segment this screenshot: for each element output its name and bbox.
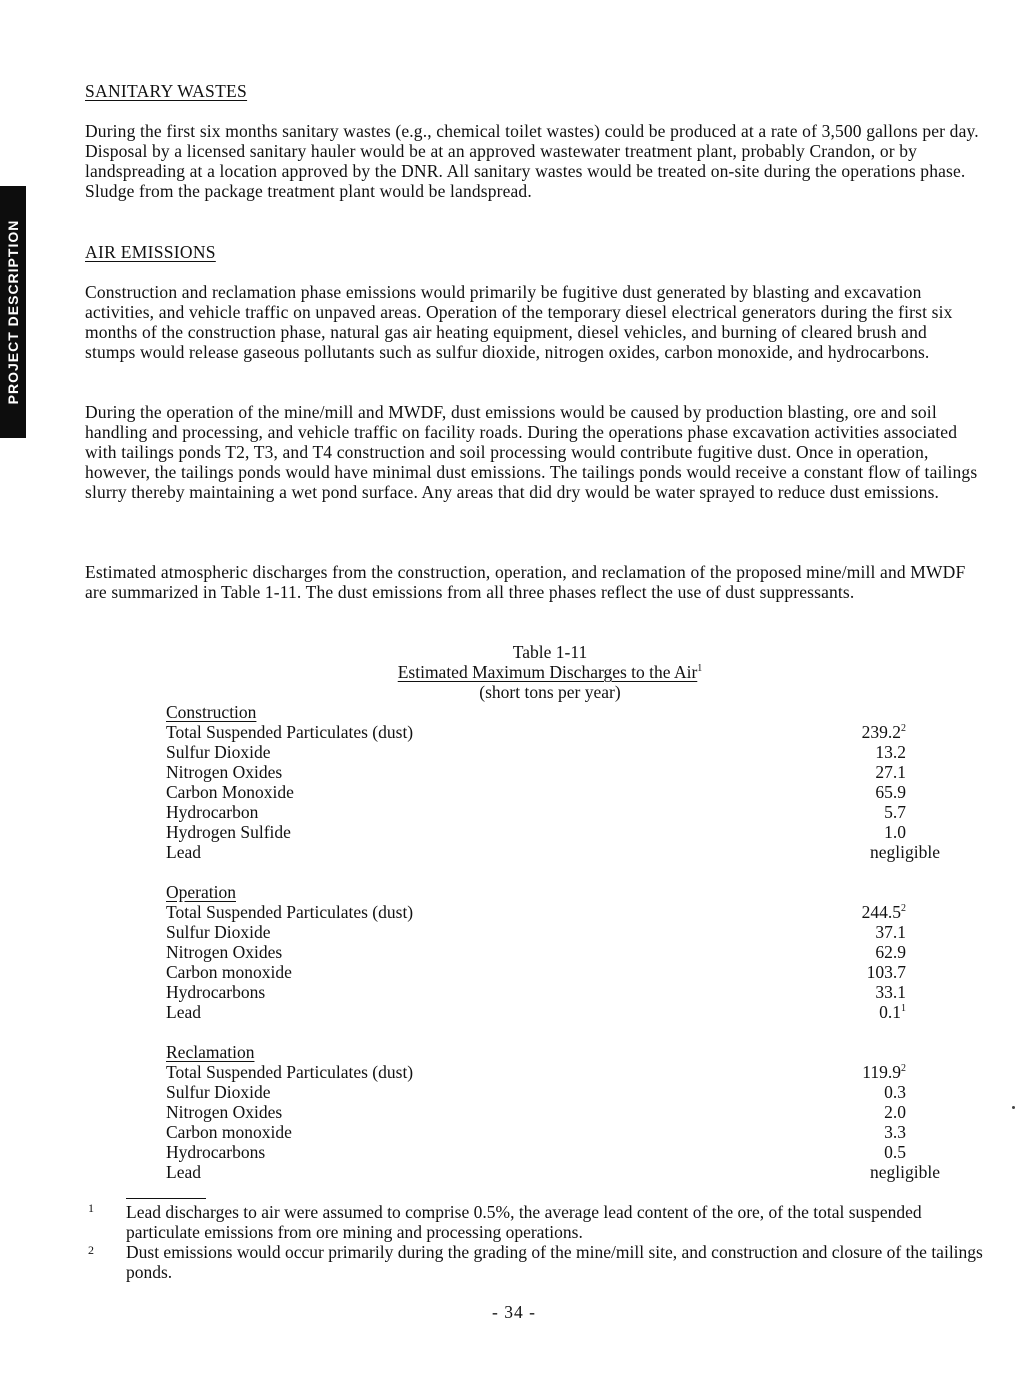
row-value-text: 65.9: [875, 782, 906, 802]
row-label: Hydrocarbons: [166, 1142, 266, 1162]
row-footnote-ref: 1: [901, 1003, 906, 1014]
air-emissions-heading: AIR EMISSIONS: [85, 242, 216, 262]
operation-heading: Operation: [166, 882, 236, 902]
row-value-text: 37.1: [875, 922, 906, 942]
table-caption-footnote-ref: 1: [697, 663, 703, 674]
table-row: [166, 742, 946, 762]
table-row: [166, 1102, 946, 1122]
row-label: Nitrogen Oxides: [166, 942, 283, 962]
row-label: Sulfur Dioxide: [166, 1082, 271, 1102]
row-label: Lead: [166, 842, 201, 862]
footnote-rule: [126, 1198, 206, 1199]
row-label: Sulfur Dioxide: [166, 922, 271, 942]
row-value-text: 62.9: [875, 942, 906, 962]
table-row: [166, 802, 946, 822]
table-row: [166, 942, 946, 962]
table-row: [166, 822, 946, 842]
table-row: [166, 922, 946, 942]
table-number: Table 1-11: [512, 642, 588, 662]
row-label: Total Suspended Particulates (dust): [166, 1062, 414, 1082]
table-row: [166, 1062, 946, 1082]
row-value: [884, 1102, 906, 1122]
row-value: [875, 922, 906, 942]
table-units: (short tons per year): [479, 682, 621, 702]
table-row: [166, 842, 946, 862]
footnote-1-text: Lead discharges to air were assumed to comprise 0.5%, the average lead content of the ore, of the total suspended particulate emissions from ore mining and processing operations.: [126, 1202, 922, 1242]
sanitary-wastes-paragraph: During the first six months sanitary wastes (e.g., chemical toilet wastes) could be produced at a rate of 3,500 gallons per day. Disposal by a licensed sanitary hauler would be at an approved wastewater treatment plant, probably Crandon, or by landspreading at a location approved by the DNR. All sanitary wastes would be treated on-site during the operations phase. Sludge from the package treatment plant would be landspread.: [85, 121, 979, 201]
row-value-text: 0.3: [884, 1082, 906, 1102]
row-value: [875, 742, 906, 762]
row-label: Carbon monoxide: [166, 1122, 292, 1142]
table-row: [166, 782, 946, 802]
air-emissions-paragraph-2: During the operation of the mine/mill and MWDF, dust emissions would be caused by production blasting, ore and soil handling and processing, and vehicle traffic on facility roads. During the operations phase excavation activities associated with tailings ponds T2, T3, and T4 construction and soil processing would contribute fugitive dust. Once in operation, however, the tailings ponds would have minimal dust emissions. The tailings ponds would receive a constant flow of tailings slurry thereby maintaining a wet pond surface. Any areas that did dry would be water sprayed to reduce dust emissions.: [85, 402, 978, 502]
table-row: [166, 1002, 946, 1022]
row-value-text: negligible: [870, 1162, 940, 1182]
row-value-text: 3.3: [884, 1122, 906, 1142]
table-row: [166, 1122, 946, 1142]
page-number: - 34 -: [492, 1302, 536, 1322]
construction-heading: Construction: [166, 702, 257, 722]
row-value: [875, 762, 906, 782]
row-label: Carbon monoxide: [166, 962, 292, 982]
row-value-text: 0.1: [879, 1002, 901, 1022]
row-label: Lead: [166, 1002, 201, 1022]
row-value: [884, 1122, 906, 1142]
footnote-2-mark: 2: [88, 1243, 94, 1257]
table-row: [166, 1162, 946, 1182]
row-value: [870, 842, 940, 862]
row-value-text: 1.0: [884, 822, 906, 842]
row-label: Total Suspended Particulates (dust): [166, 902, 414, 922]
air-emissions-paragraph-3: Estimated atmospheric discharges from the construction, operation, and reclamation of the proposed mine/mill and MWDF are summarized in Table 1-11. The dust emissions from all three phases reflect the use of dust suppressants.: [85, 562, 966, 602]
row-value: [884, 822, 906, 842]
table-row: [166, 962, 946, 982]
row-value-text: negligible: [870, 842, 940, 862]
row-value: [875, 982, 906, 1002]
row-label: Sulfur Dioxide: [166, 742, 271, 762]
table-row: [166, 1142, 946, 1162]
row-label: Total Suspended Particulates (dust): [166, 722, 414, 742]
row-label: Carbon Monoxide: [166, 782, 294, 802]
row-value: [867, 962, 906, 982]
sanitary-wastes-heading: SANITARY WASTES: [85, 81, 248, 101]
row-value: [875, 942, 906, 962]
row-label: Hydrogen Sulfide: [166, 822, 291, 842]
row-value: [879, 1002, 906, 1022]
row-value: [862, 902, 906, 922]
reclamation-heading: Reclamation: [166, 1042, 255, 1062]
row-value: [862, 1062, 906, 1082]
row-value-text: 33.1: [875, 982, 906, 1002]
row-value-text: 239.2: [861, 722, 901, 742]
row-value-text: 0.5: [884, 1142, 906, 1162]
row-value-text: 13.2: [875, 742, 906, 762]
row-value: [875, 782, 906, 802]
row-label: Hydrocarbons: [166, 982, 266, 1002]
row-value: [884, 1142, 906, 1162]
table-row: [166, 982, 946, 1002]
side-tab-label: PROJECT DESCRIPTION: [5, 219, 21, 405]
table-row: [166, 902, 946, 922]
row-value: [884, 802, 906, 822]
table-row: [166, 762, 946, 782]
side-tab: [0, 186, 26, 438]
row-value-text: 5.7: [884, 802, 906, 822]
scan-speck: [1012, 1106, 1015, 1109]
air-emissions-paragraph-1: Construction and reclamation phase emissions would primarily be fugitive dust generated by blasting and excavation activities, and vehicle traffic on unpaved areas. Operation of the temporary diesel electrical generators during the first six months of the construction phase, natural gas air heating equipment, diesel vehicles, and burning of cleared brush and stumps would release gaseous pollutants such as sulfur dioxide, nitrogen oxides, carbon monoxide, and hydrocarbons.: [85, 282, 953, 362]
row-value-text: 27.1: [875, 762, 906, 782]
row-value-text: 103.7: [866, 962, 906, 982]
table-row: [166, 722, 946, 742]
table-caption-text: Estimated Maximum Discharges to the Air: [397, 662, 698, 682]
row-value-text: 119.9: [862, 1062, 901, 1082]
row-label: Nitrogen Oxides: [166, 1102, 283, 1122]
row-footnote-ref: 2: [901, 723, 906, 734]
row-label: Lead: [166, 1162, 201, 1182]
row-footnote-ref: 2: [901, 903, 906, 914]
row-label: Hydrocarbon: [166, 802, 259, 822]
row-value-text: 2.0: [884, 1102, 906, 1122]
table-row: [166, 1082, 946, 1102]
row-footnote-ref: 2: [901, 1063, 906, 1074]
table-caption: [300, 662, 800, 682]
footnote-2-text: Dust emissions would occur primarily during the grading of the mine/mill site, and construction and closure of the tailings ponds.: [126, 1242, 983, 1282]
row-value: [870, 1162, 940, 1182]
footnote-1-mark: 1: [88, 1201, 94, 1215]
row-value: [862, 722, 906, 742]
row-value-text: 244.5: [861, 902, 901, 922]
row-value: [884, 1082, 906, 1102]
row-label: Nitrogen Oxides: [166, 762, 283, 782]
